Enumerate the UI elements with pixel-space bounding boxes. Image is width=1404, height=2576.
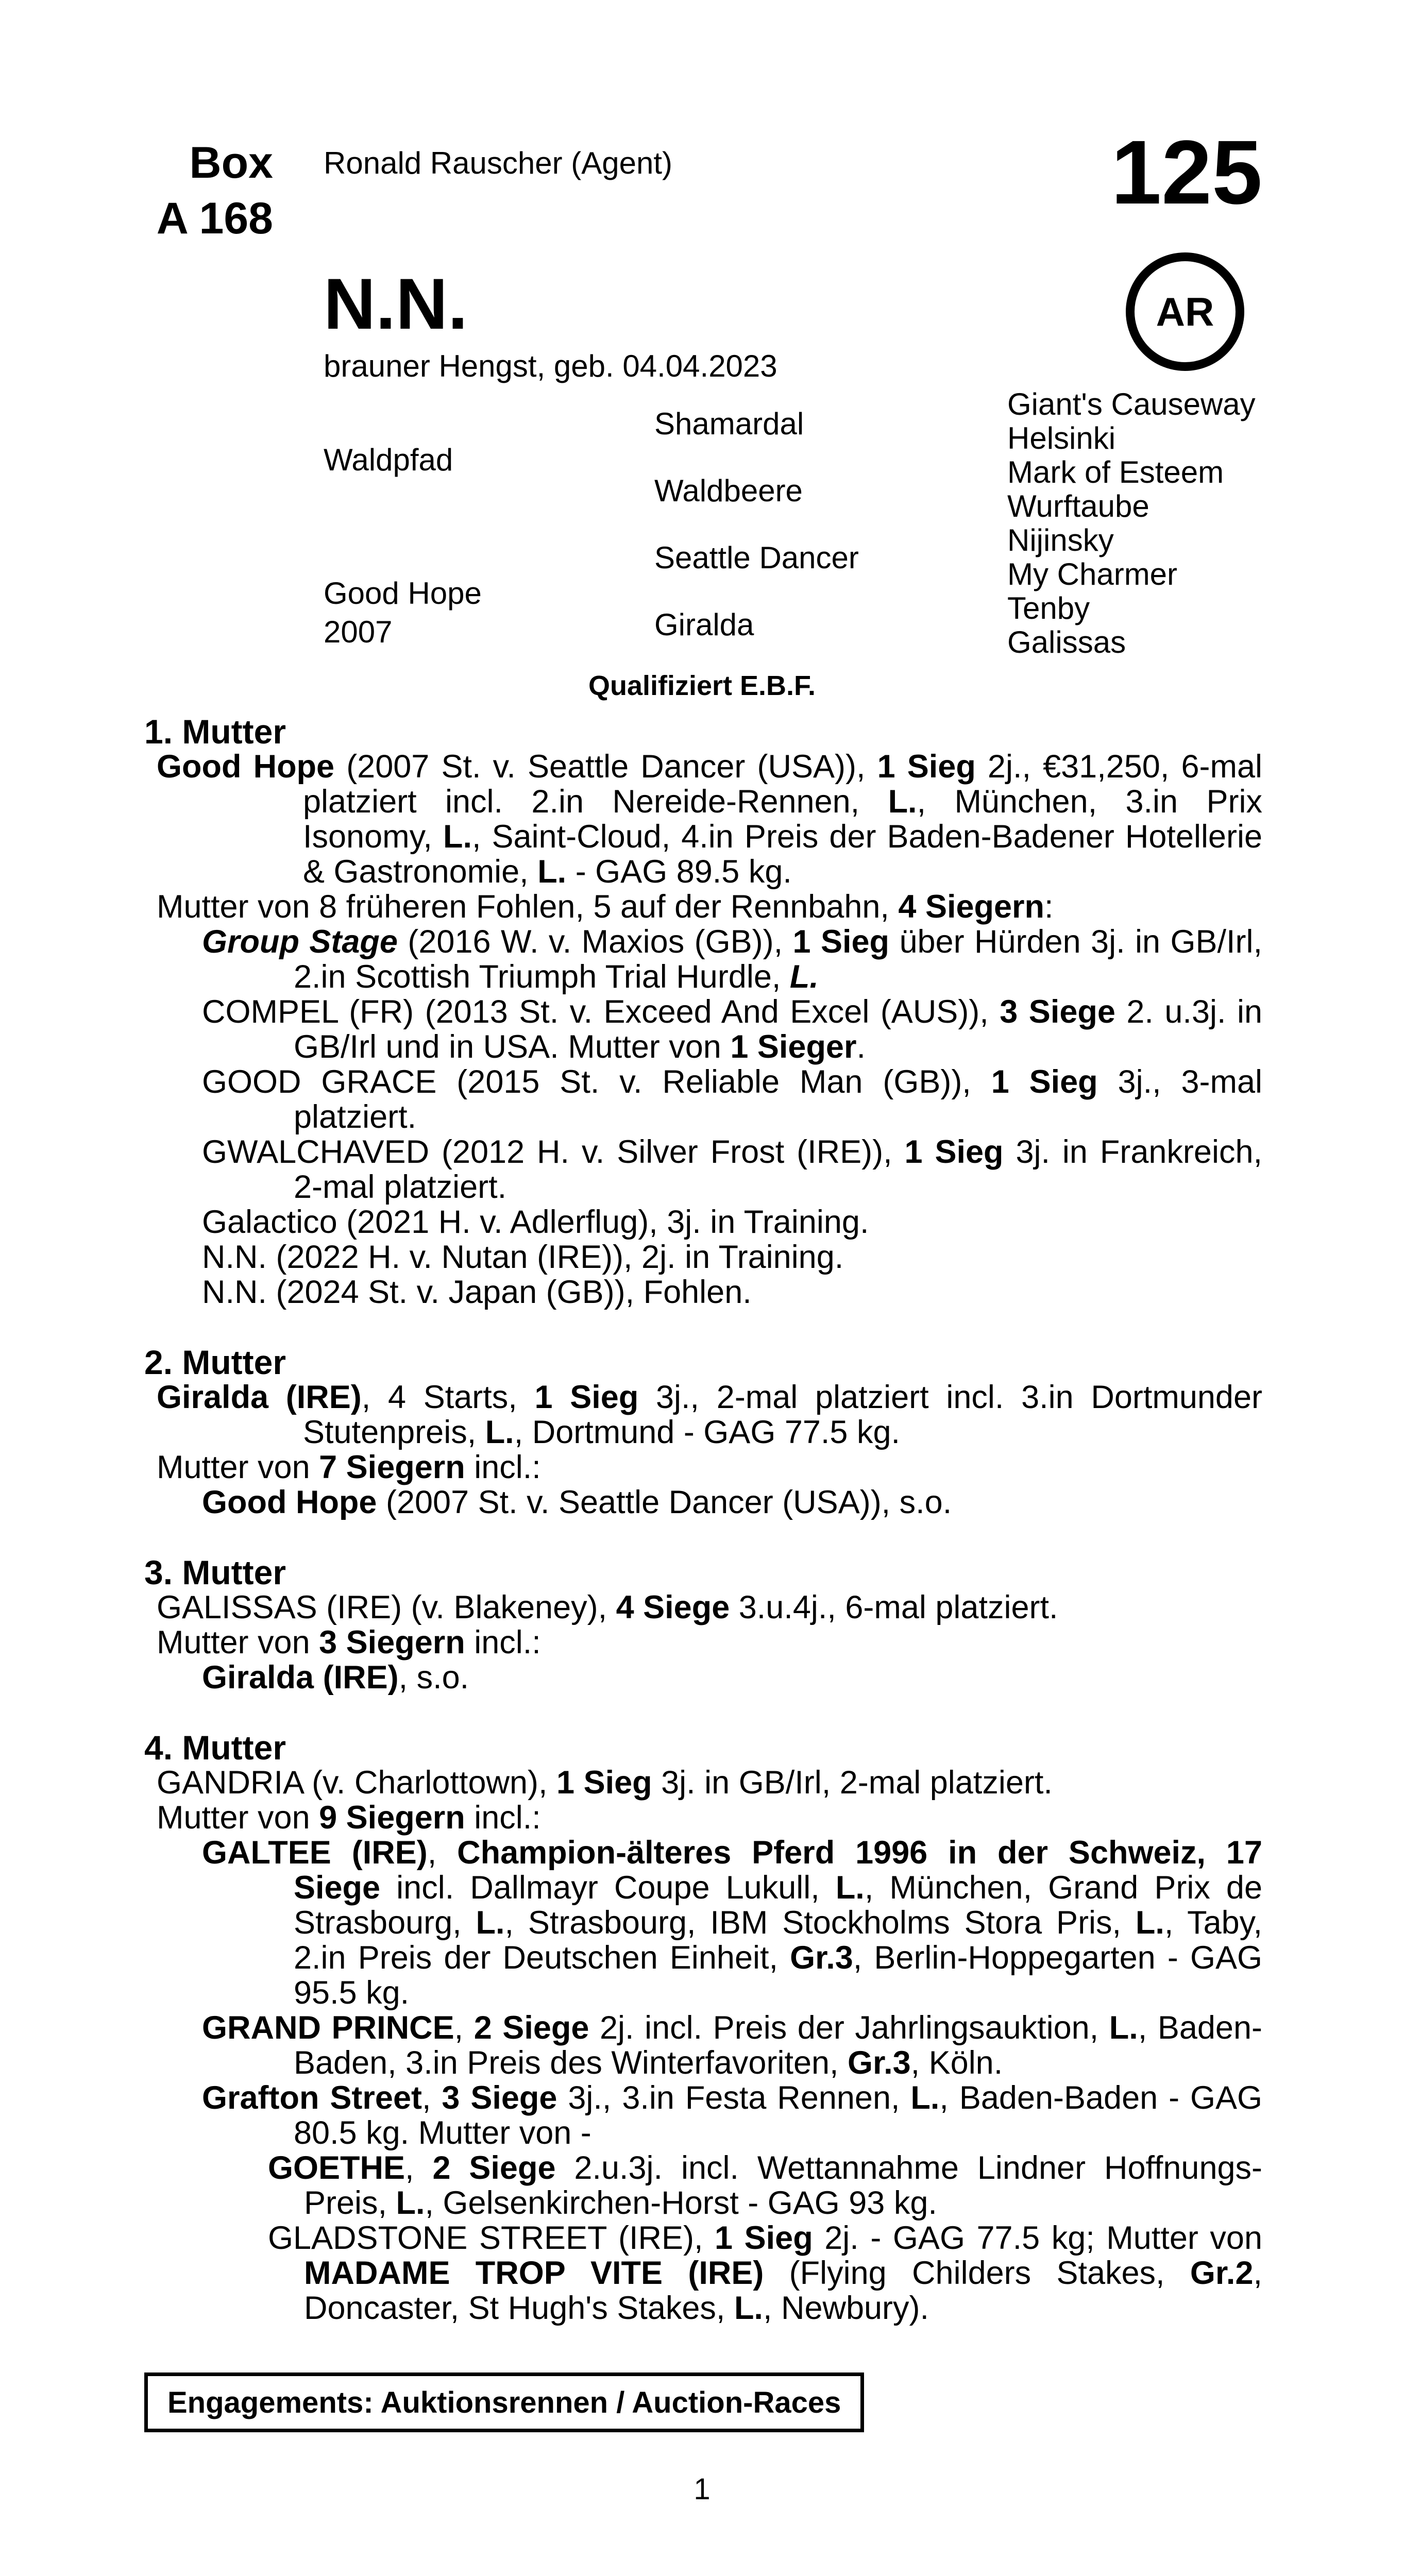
box-label [144,135,273,246]
pedigree-gen3-item: Galissas [1007,625,1126,659]
offspring-entry: Good Hope (2007 St. v. Seattle Dancer (USA)), s.o. [202,1484,952,1520]
pedigree-gen3-item: Tenby [1007,591,1090,625]
offspring-entry: COMPEL (FR) (2013 St. v. Exceed And Excel (AUS)), 3 Siege 2. u.3j. in GB/Irl und in USA. Mutter von 1 Sieger. [202,994,1262,1065]
horse-description: brauner Hengst, geb. 04.04.2023 [324,349,777,383]
dam-4-main: GANDRIA (v. Charlottown), 1 Sieg 3j. in GB/Irl, 2-mal platziert. [157,1765,1053,1801]
ar-badge-text: AR [1156,289,1214,334]
offspring-entry: N.N. (2022 H. v. Nutan (IRE)), 2j. in Training. [202,1239,844,1275]
dam-1-main: Good Hope (2007 St. v. Seattle Dancer (USA)), 1 Sieg 2j., €31,250, 6-mal platziert incl. 2.in Nereide-Rennen, L., München, 3.in Prix Isonomy, L., Saint-Cloud, 4.in Preis der Baden-Badener Hotellerie & Gastronomie, L. - GAG 89.5 kg. [157,749,1262,890]
page-number: 1 [693,2472,711,2506]
offspring-entry: Giralda (IRE), s.o. [202,1659,469,1696]
pedigree-gen2-3: Seattle Dancer [654,540,859,575]
horse-name: N.N. [324,263,468,344]
dam-4-winners-line: Mutter von 9 Siegern incl.: [157,1800,541,1836]
grand-offspring-entry: GOETHE, 2 Siege 2.u.3j. incl. Wettannahme Lindner Hoffnungs-Preis, L., Gelsenkirchen-Horst - GAG 93 kg. [268,2150,1262,2221]
dam-2-winners-line: Mutter von 7 Siegern incl.: [157,1449,541,1485]
dam-lines [144,714,1262,2326]
ar-badge [1126,252,1244,371]
dam-3-winners-line: Mutter von 3 Siegern incl.: [157,1624,541,1660]
section-title-1: 1. Mutter [144,713,286,751]
dam-3-main: GALISSAS (IRE) (v. Blakeney), 4 Siege 3.u.4j., 6-mal platziert. [157,1589,1058,1625]
offspring-entry: Grafton Street, 3 Siege 3j., 3.in Festa Rennen, L., Baden-Baden - GAG 80.5 kg. Mutter von - [202,2080,1263,2151]
dam-1-foals-line: Mutter von 8 früheren Fohlen, 5 auf der Rennbahn, 4 Siegern: [157,889,1054,925]
engagements-text: Engagements: Auktionsrennen / Auction-Races [167,2385,841,2419]
pedigree-dam-year: 2007 [324,615,393,649]
pedigree-gen3-item: My Charmer [1007,557,1178,591]
section-title-4: 4. Mutter [144,1728,286,1767]
pedigree-gen3 [1007,387,1256,659]
pedigree-gen2-1: Shamardal [654,406,804,441]
pedigree-dam: Good Hope [324,576,482,611]
pedigree-gen2-2: Waldbeere [654,473,803,508]
offspring-entry: GWALCHAVED (2012 H. v. Silver Frost (IRE)), 1 Sieg 3j. in Frankreich, 2-mal platziert. [202,1134,1262,1205]
dam-2-main: Giralda (IRE), 4 Starts, 1 Sieg 3j., 2-mal platziert incl. 3.in Dortmunder Stutenpreis, L., Dortmund - GAG 77.5 kg. [157,1379,1262,1450]
lot-number: 125 [1111,122,1262,223]
offspring-entry: Group Stage (2016 W. v. Maxios (GB)), 1 Sieg über Hürden 3j. in GB/Irl, 2.in Scottish Triumph Trial Hurdle, L. [202,924,1262,995]
pedigree-gen3-item: Wurftaube [1007,489,1149,523]
pedigree-gen2-4: Giralda [654,607,754,642]
offspring-entry: Galactico (2021 H. v. Adlerflug), 3j. in Training. [202,1204,869,1240]
section-title-3: 3. Mutter [144,1553,286,1591]
pedigree-gen3-item: Giant's Causeway [1007,387,1256,421]
offspring-entry: GRAND PRINCE, 2 Siege 2j. incl. Preis der Jahrlingsauktion, L., Baden-Baden, 3.in Preis des Winterfavoriten, Gr.3, Köln. [202,2010,1262,2081]
offspring-entry: GALTEE (IRE), Champion-älteres Pferd 1996 in der Schweiz, 17 Siege incl. Dallmayr Coupe Lukull, L., München, Grand Prix de Strasbourg, L., Strasbourg, IBM Stockholms Stora Pris, L., Taby, 2.in Preis der Deutschen Einheit, Gr.3, Berlin-Hoppegarten - GAG 95.5 kg. [202,1835,1262,2011]
box-word: Box [189,138,273,188]
offspring-entry: GOOD GRACE (2015 St. v. Reliable Man (GB)), 1 Sieg 3j., 3-mal platziert. [202,1064,1262,1135]
qualification-note: Qualifiziert E.B.F. [588,670,816,701]
box-number: A 168 [156,194,273,243]
pedigree-gen3-item: Nijinsky [1007,523,1114,557]
pedigree-gen3-item: Mark of Esteem [1007,455,1224,489]
offspring-entry: N.N. (2024 St. v. Japan (GB)), Fohlen. [202,1274,752,1310]
section-title-2: 2. Mutter [144,1343,286,1381]
engagements-box [144,2372,864,2432]
grand-offspring-entry: GLADSTONE STREET (IRE), 1 Sieg 2j. - GAG 77.5 kg; Mutter von MADAME TROP VITE (IRE) (Flying Childers Stakes, Gr.2, Doncaster, St Hugh's Stakes, L., Newbury). [268,2220,1262,2326]
pedigree-sire: Waldpfad [324,443,453,477]
pedigree-gen3-item: Helsinki [1007,421,1116,455]
agent-name: Ronald Rauscher (Agent) [324,146,673,180]
